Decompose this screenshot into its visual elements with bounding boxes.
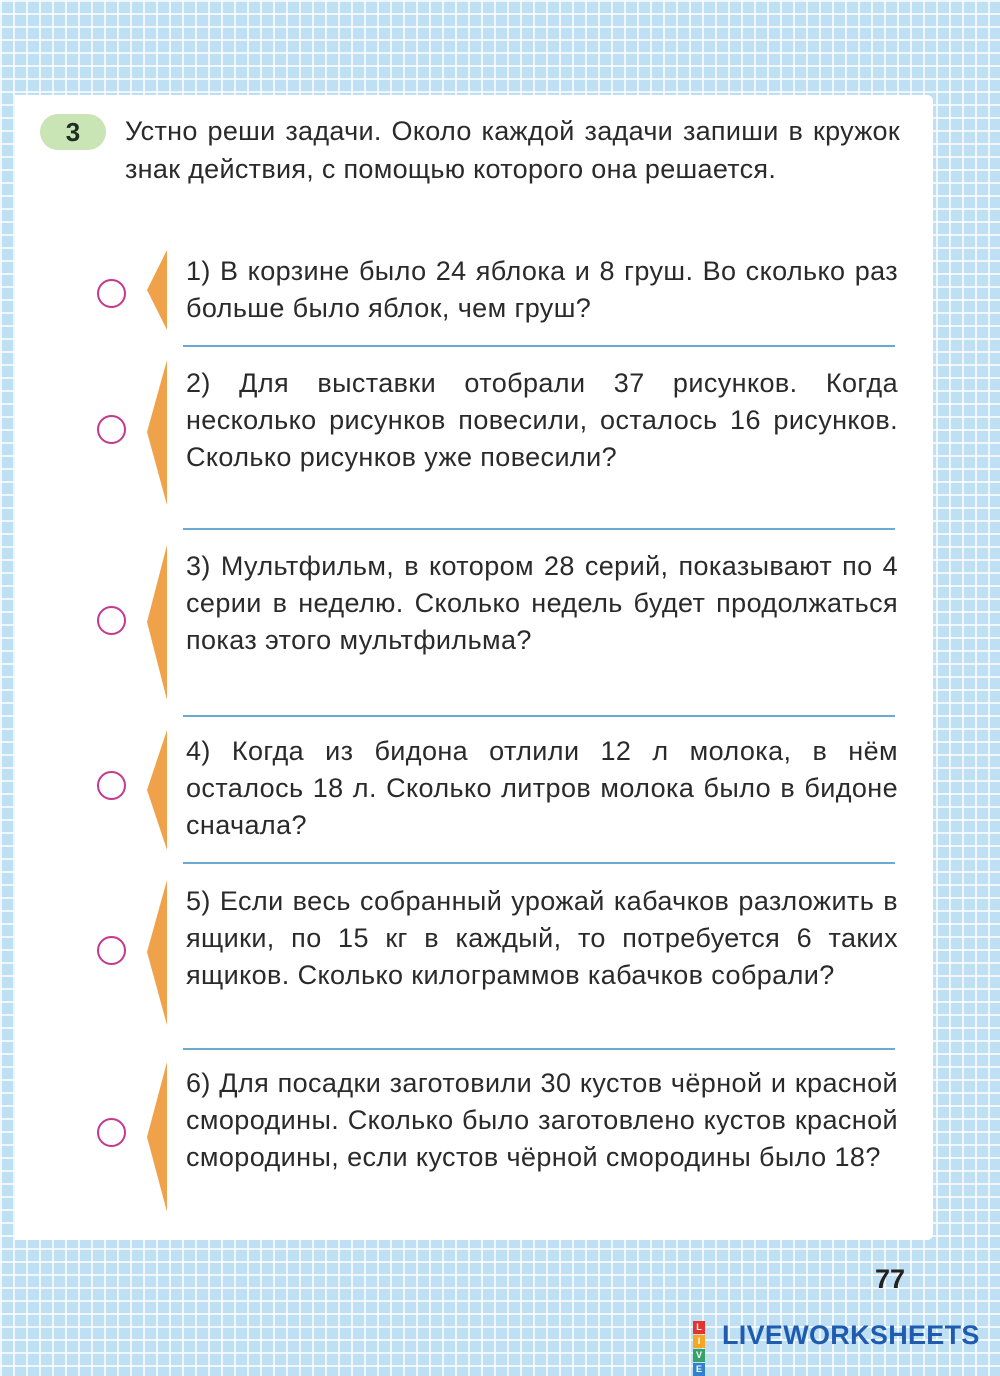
problem-3-text: 3) Мультфильм, в котором 28 серий, показывают по 4 серии в неделю. Сколько недель будет продолжаться показ этого мультфильма? [186, 551, 898, 655]
logo-text: LIVEWORKSHEETS [722, 1319, 980, 1350]
answer-circle-5[interactable] [97, 936, 126, 965]
orange-wedge-icon [145, 880, 169, 1025]
divider-line [183, 528, 895, 530]
problem-4-text: 4) Когда из бидона отлили 12 л молока, в нём осталось 18 л. Сколько литров молока было в бидоне сначала? [186, 736, 898, 840]
problem-1-text: 1) В корзине было 24 яблока и 8 груш. Во сколько раз больше было яблок, чем груш? [186, 256, 898, 323]
problem-2 [0, 360, 1000, 515]
answer-circle-4[interactable] [97, 771, 126, 800]
orange-wedge-icon [145, 545, 169, 700]
orange-wedge-icon [145, 730, 169, 850]
orange-wedge-icon [145, 360, 169, 505]
divider-line [183, 715, 895, 717]
problem-4 [0, 730, 1000, 855]
problem-3 [0, 545, 1000, 700]
orange-wedge-icon [145, 1062, 169, 1212]
divider-line [183, 1048, 895, 1050]
problem-5 [0, 880, 1000, 1035]
page-number: 77 [875, 1264, 906, 1294]
task-instructions: Устно реши задачи. Около каждой задачи запиши в кружок знак действия, с помощью которого она решается. [125, 116, 900, 184]
logo-mark-icon: L I V E [693, 1321, 718, 1349]
task-number-badge: 3 [40, 114, 106, 150]
answer-circle-3[interactable] [97, 606, 126, 635]
liveworksheets-logo[interactable] [693, 1318, 980, 1374]
divider-line [183, 345, 895, 347]
answer-circle-6[interactable] [97, 1118, 126, 1147]
problem-2-text: 2) Для выставки отобрали 37 рисунков. Когда несколько рисунков повесили, осталось 16 рисунков. Сколько рисунков уже повесили? [186, 368, 898, 472]
problem-1 [0, 250, 1000, 340]
problem-6 [0, 1062, 1000, 1222]
orange-wedge-icon [145, 250, 169, 330]
problem-6-text: 6) Для посадки заготовили 30 кустов чёрной и красной смородины. Сколько было заготовлено кустов красной смородины, если кустов чёрной смородины было 18? [186, 1068, 898, 1172]
divider-line [183, 862, 895, 864]
problem-5-text: 5) Если весь собранный урожай кабачков разложить в ящики, по 15 кг в каждый, то потребуется 6 таких ящиков. Сколько килограммов кабачков собрали? [186, 886, 898, 990]
answer-circle-1[interactable] [97, 279, 126, 308]
answer-circle-2[interactable] [97, 415, 126, 444]
